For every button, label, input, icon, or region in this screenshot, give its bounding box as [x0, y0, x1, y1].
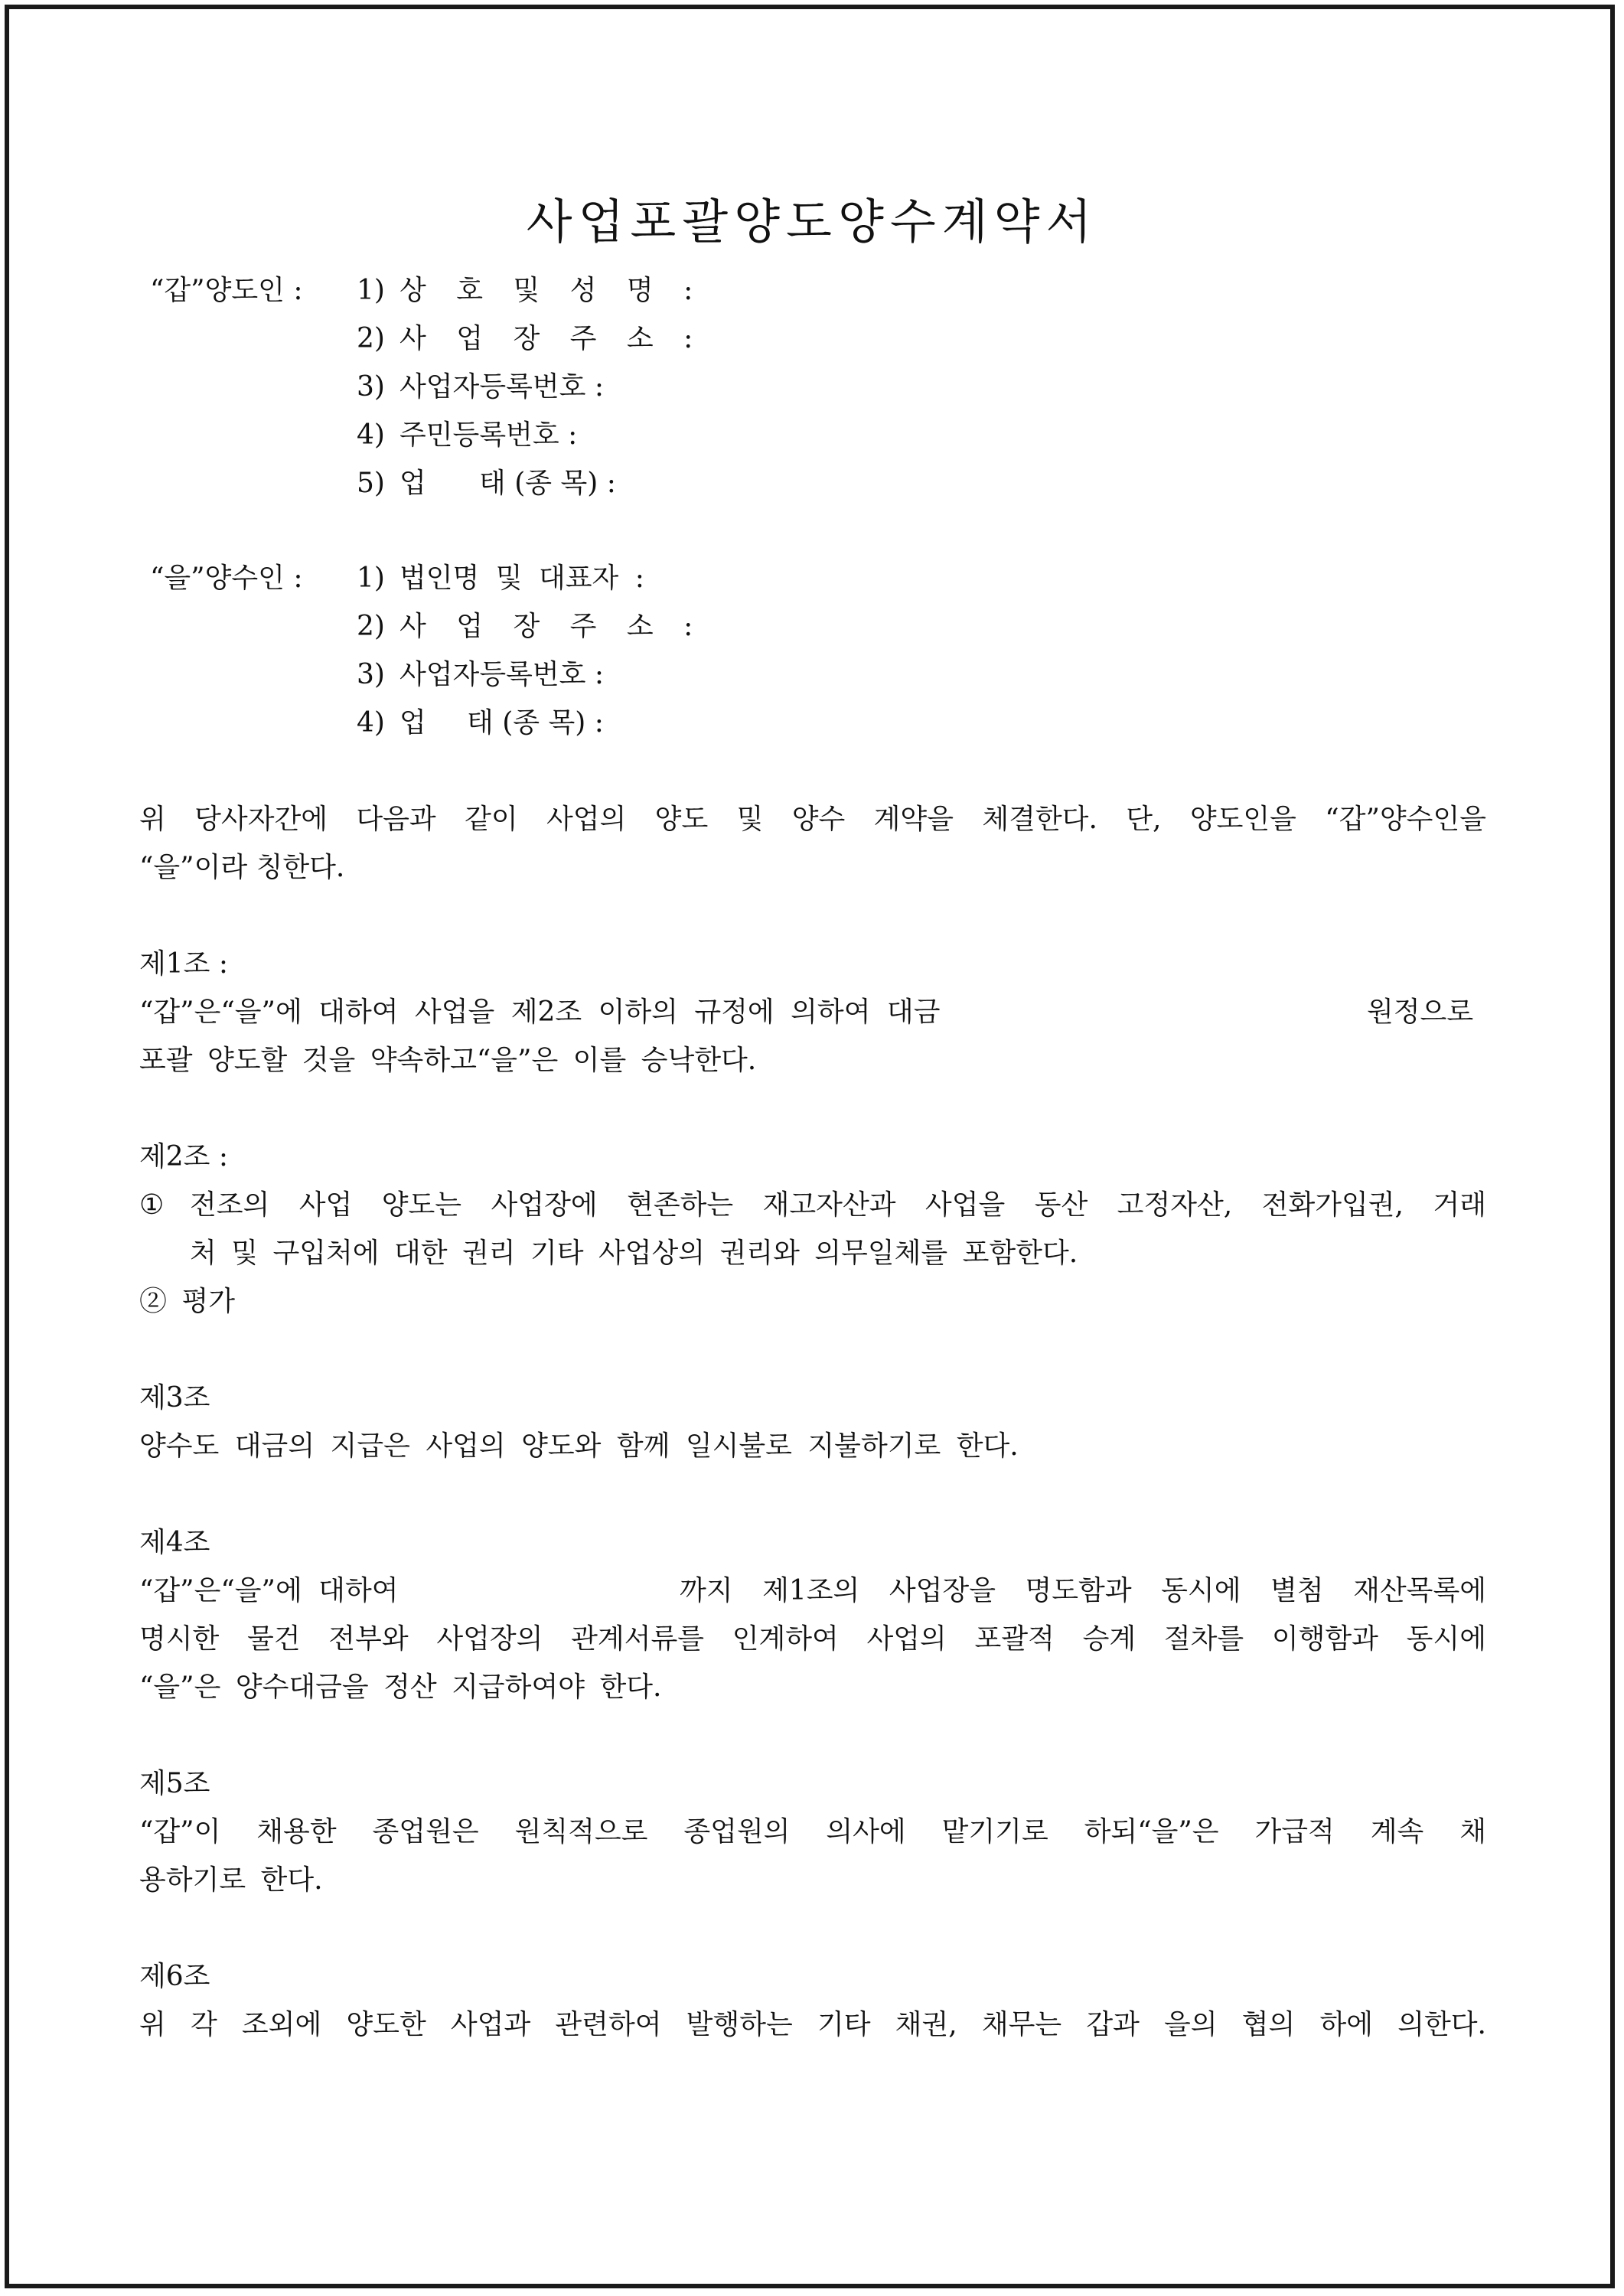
article-2-heading: 제2조 : [139, 1141, 229, 1172]
article-4-heading: 제4조 [139, 1527, 210, 1558]
party-a-field-label: 사업자등록번호 : [399, 371, 605, 403]
article-1-text: 원정으로 [1367, 996, 1474, 1028]
party-b-field-label: 사 업 장 주 소 : [399, 611, 704, 642]
article-2-item-marker: ① [139, 1189, 165, 1221]
article-1-text: 포괄 양도할 것을 약속하고“을”은 이를 승낙한다. [139, 1045, 757, 1076]
party-a-field-label: 상 호 및 성 명 : [399, 275, 704, 306]
party-b-field-num: 1) [357, 563, 385, 594]
article-3-heading: 제3조 [139, 1382, 210, 1414]
party-a-field-label: 업 [399, 468, 426, 499]
article-5-text: “갑”이 채용한 종업원은 원칙적으로 종업원의 의사에 맡기기로 하되“을”은 가급적 계속 채 [139, 1816, 1486, 1848]
party-a-field-num: 1) [357, 275, 385, 306]
party-b-field-label: 태 (종 목) : [467, 707, 604, 739]
party-b-field-label: 업 [399, 707, 426, 739]
article-3-text: 양수도 대금의 지급은 사업의 양도와 함께 일시불로 지불하기로 한다. [139, 1430, 1019, 1462]
article-4-text: “을”은 양수대금을 정산 지급하여야 한다. [139, 1671, 662, 1703]
article-2-item: ② 평가 [139, 1286, 235, 1317]
article-4-text: 명시한 물건 전부와 사업장의 관계서류를 인계하여 사업의 포괄적 승계 절차를 이행함과 동시에 [139, 1623, 1486, 1655]
party-a-field-num: 3) [357, 371, 385, 403]
intro-paragraph: 위 당사자간에 다음과 같이 사업의 양도 및 양수 계약을 체결한다. 단, 양도인을 “갑”양수인을 [139, 804, 1486, 835]
party-b-field-num: 2) [357, 611, 385, 642]
article-6-text: 위 각 조외에 양도한 사업과 관련하여 발행하는 기타 채권, 채무는 갑과 을의 협의 하에 의한다. [139, 2009, 1486, 2040]
article-2-item: 처 및 구입처에 대한 권리 기타 사업상의 권리와 의무일체를 포함한다. [190, 1238, 1078, 1269]
party-a-field-num: 2) [357, 323, 385, 354]
party-b-field-num: 3) [357, 659, 385, 690]
party-a-field-label: 사 업 장 주 소 : [399, 323, 704, 354]
party-a-field-num: 5) [357, 468, 385, 499]
party-a-field-num: 4) [357, 419, 385, 451]
article-6-heading: 제6조 [139, 1961, 210, 1992]
article-1-text: “갑”은“을”에 대하여 사업을 제2조 이하의 규정에 의하여 대금 [139, 996, 941, 1028]
party-b-label: “을”양수인 : [150, 563, 303, 594]
party-a-field-label: 주민등록번호 : [399, 419, 578, 451]
intro-paragraph: “을”이라 칭한다. [139, 852, 345, 883]
party-b-field-num: 4) [357, 707, 385, 739]
article-5-text: 용하기로 한다. [139, 1864, 323, 1896]
article-1-heading: 제1조 : [139, 948, 229, 980]
document-title: 사업포괄양도양수계약서 [526, 194, 1098, 249]
party-a-field-label: 태 (종 목) : [479, 468, 616, 499]
party-a-label: “갑”양도인 : [150, 275, 303, 306]
article-5-heading: 제5조 [139, 1768, 210, 1799]
party-b-field-label: 사업자등록번호 : [399, 659, 605, 690]
article-4-text: 까지 제1조의 사업장을 명도함과 동시에 별첨 재산목록에 [680, 1575, 1486, 1606]
party-b-field-label: 법인명 및 대표자 : [399, 563, 644, 594]
article-2-item: 전조의 사업 양도는 사업장에 현존하는 재고자산과 사업을 동산 고정자산, 전화가입권, 거래 [190, 1189, 1486, 1221]
article-4-text: “갑”은“을”에 대하여 [139, 1575, 399, 1606]
